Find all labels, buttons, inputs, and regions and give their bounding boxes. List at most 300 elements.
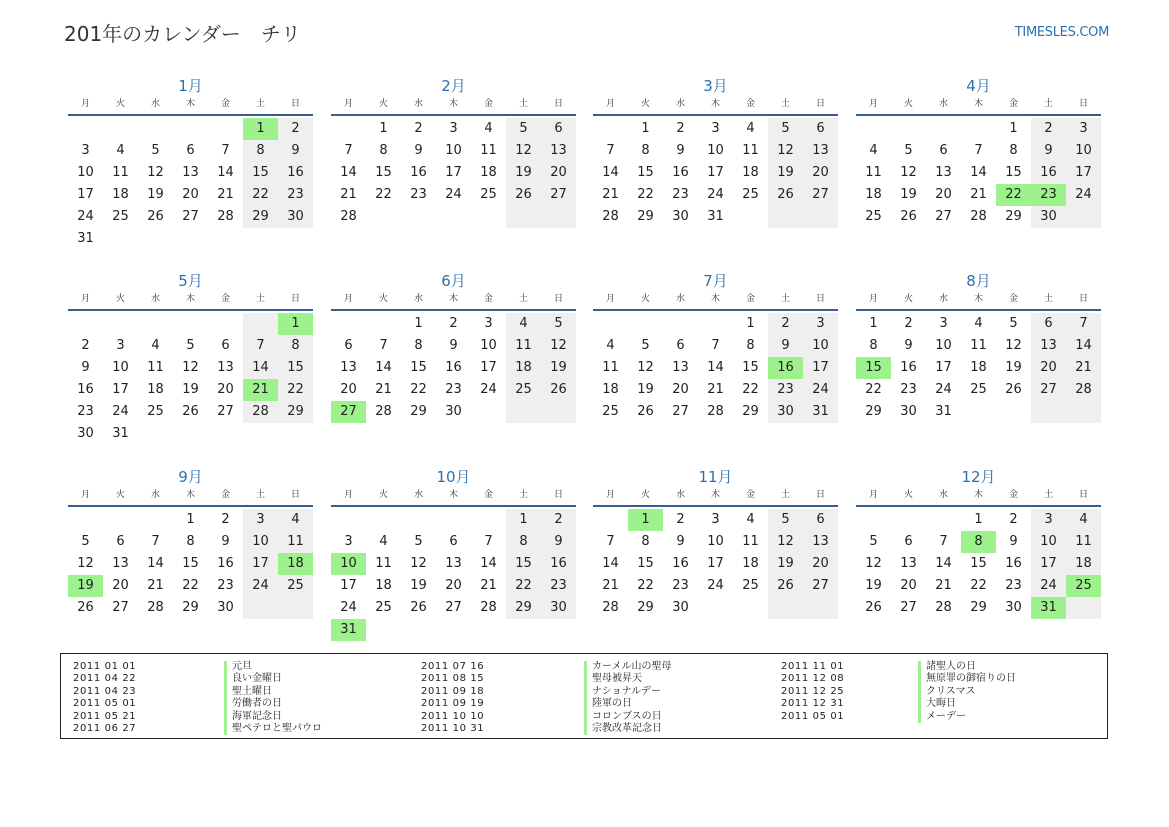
day-cell[interactable]: 23 <box>768 379 803 401</box>
day-cell[interactable]: 21 <box>480 578 497 593</box>
day-cell[interactable]: 12 <box>147 165 164 180</box>
day-cell[interactable]: 15 <box>637 165 654 180</box>
holiday-day-cell[interactable]: 1 <box>628 509 663 531</box>
day-cell[interactable]: 17 <box>445 165 462 180</box>
day-cell[interactable]: 5 <box>768 509 803 531</box>
day-cell[interactable]: 17 <box>803 357 838 379</box>
day-cell[interactable]: 6 <box>221 338 230 353</box>
day-cell[interactable]: 31 <box>803 401 838 423</box>
day-cell[interactable]: 20 <box>672 382 689 397</box>
day-cell[interactable]: 16 <box>672 165 689 180</box>
holiday-day-cell[interactable]: 1 <box>278 313 313 335</box>
day-cell[interactable]: 19 <box>768 162 803 184</box>
day-cell[interactable]: 9 <box>541 531 576 553</box>
day-cell[interactable]: 29 <box>243 206 278 228</box>
day-cell[interactable]: 13 <box>803 140 838 162</box>
day-cell[interactable]: 7 <box>1066 313 1101 335</box>
day-cell[interactable]: 3 <box>711 512 720 527</box>
day-cell[interactable]: 23 <box>541 575 576 597</box>
day-cell[interactable]: 21 <box>602 187 619 202</box>
day-cell[interactable]: 29 <box>278 401 313 423</box>
day-cell[interactable]: 8 <box>379 143 388 158</box>
day-cell[interactable]: 16 <box>278 162 313 184</box>
day-cell[interactable]: 18 <box>865 187 882 202</box>
day-cell[interactable]: 5 <box>869 534 878 549</box>
day-cell[interactable]: 30 <box>217 600 234 615</box>
day-cell[interactable]: 10 <box>707 143 724 158</box>
day-cell[interactable]: 13 <box>900 556 917 571</box>
day-cell[interactable]: 19 <box>1005 360 1022 375</box>
day-cell[interactable]: 7 <box>939 534 948 549</box>
day-cell[interactable]: 8 <box>869 338 878 353</box>
day-cell[interactable]: 13 <box>803 531 838 553</box>
day-cell[interactable]: 11 <box>1066 531 1101 553</box>
day-cell[interactable]: 15 <box>243 162 278 184</box>
day-cell[interactable]: 7 <box>151 534 160 549</box>
day-cell[interactable]: 20 <box>803 553 838 575</box>
day-cell[interactable]: 22 <box>278 379 313 401</box>
day-cell[interactable]: 26 <box>77 600 94 615</box>
day-cell[interactable]: 12 <box>182 360 199 375</box>
day-cell[interactable]: 10 <box>935 338 952 353</box>
day-cell[interactable]: 21 <box>707 382 724 397</box>
day-cell[interactable]: 19 <box>865 578 882 593</box>
holiday-day-cell[interactable]: 21 <box>243 379 278 401</box>
day-cell[interactable]: 30 <box>672 600 689 615</box>
day-cell[interactable]: 11 <box>865 165 882 180</box>
day-cell[interactable]: 10 <box>480 338 497 353</box>
day-cell[interactable]: 12 <box>900 165 917 180</box>
day-cell[interactable]: 15 <box>182 556 199 571</box>
day-cell[interactable]: 19 <box>541 357 576 379</box>
day-cell[interactable]: 13 <box>1031 335 1066 357</box>
day-cell[interactable]: 3 <box>449 121 458 136</box>
day-cell[interactable]: 24 <box>77 209 94 224</box>
day-cell[interactable]: 14 <box>970 165 987 180</box>
day-cell[interactable]: 22 <box>637 578 654 593</box>
day-cell[interactable]: 20 <box>182 187 199 202</box>
day-cell[interactable]: 28 <box>602 209 619 224</box>
day-cell[interactable]: 19 <box>900 187 917 202</box>
day-cell[interactable]: 1 <box>186 512 195 527</box>
day-cell[interactable]: 3 <box>711 121 720 136</box>
day-cell[interactable]: 26 <box>147 209 164 224</box>
day-cell[interactable]: 27 <box>672 404 689 419</box>
day-cell[interactable]: 19 <box>506 162 541 184</box>
day-cell[interactable]: 31 <box>935 404 952 419</box>
day-cell[interactable]: 19 <box>147 187 164 202</box>
day-cell[interactable]: 31 <box>77 231 94 246</box>
day-cell[interactable]: 14 <box>1066 335 1101 357</box>
day-cell[interactable]: 20 <box>112 578 129 593</box>
day-cell[interactable]: 15 <box>637 556 654 571</box>
day-cell[interactable]: 12 <box>637 360 654 375</box>
day-cell[interactable]: 27 <box>541 184 576 206</box>
day-cell[interactable]: 25 <box>278 575 313 597</box>
day-cell[interactable]: 5 <box>414 534 423 549</box>
day-cell[interactable]: 27 <box>900 600 917 615</box>
day-cell[interactable]: 17 <box>480 360 497 375</box>
day-cell[interactable]: 14 <box>480 556 497 571</box>
day-cell[interactable]: 13 <box>672 360 689 375</box>
day-cell[interactable]: 28 <box>147 600 164 615</box>
day-cell[interactable]: 29 <box>182 600 199 615</box>
day-cell[interactable]: 28 <box>602 600 619 615</box>
day-cell[interactable]: 25 <box>506 379 541 401</box>
holiday-day-cell[interactable]: 15 <box>856 357 891 379</box>
day-cell[interactable]: 27 <box>935 209 952 224</box>
day-cell[interactable]: 8 <box>506 531 541 553</box>
day-cell[interactable]: 1 <box>414 316 423 331</box>
day-cell[interactable]: 14 <box>935 556 952 571</box>
day-cell[interactable]: 23 <box>672 578 689 593</box>
day-cell[interactable]: 22 <box>742 382 759 397</box>
day-cell[interactable]: 6 <box>939 143 948 158</box>
day-cell[interactable]: 28 <box>1066 379 1101 401</box>
day-cell[interactable]: 30 <box>900 404 917 419</box>
day-cell[interactable]: 10 <box>243 531 278 553</box>
day-cell[interactable]: 11 <box>112 165 129 180</box>
day-cell[interactable]: 14 <box>602 556 619 571</box>
day-cell[interactable]: 18 <box>742 556 759 571</box>
day-cell[interactable]: 28 <box>217 209 234 224</box>
day-cell[interactable]: 10 <box>1031 531 1066 553</box>
day-cell[interactable]: 25 <box>112 209 129 224</box>
day-cell[interactable]: 23 <box>1005 578 1022 593</box>
holiday-day-cell[interactable]: 27 <box>331 401 366 423</box>
day-cell[interactable]: 2 <box>221 512 230 527</box>
day-cell[interactable]: 29 <box>865 404 882 419</box>
day-cell[interactable]: 16 <box>541 553 576 575</box>
day-cell[interactable]: 17 <box>77 187 94 202</box>
day-cell[interactable]: 30 <box>445 404 462 419</box>
day-cell[interactable]: 20 <box>445 578 462 593</box>
day-cell[interactable]: 29 <box>970 600 987 615</box>
day-cell[interactable]: 7 <box>344 143 353 158</box>
day-cell[interactable]: 9 <box>768 335 803 357</box>
day-cell[interactable]: 22 <box>182 578 199 593</box>
day-cell[interactable]: 3 <box>81 143 90 158</box>
day-cell[interactable]: 30 <box>77 426 94 441</box>
day-cell[interactable]: 30 <box>278 206 313 228</box>
day-cell[interactable]: 5 <box>641 338 650 353</box>
day-cell[interactable]: 4 <box>606 338 615 353</box>
day-cell[interactable]: 20 <box>340 382 357 397</box>
day-cell[interactable]: 22 <box>865 382 882 397</box>
day-cell[interactable]: 7 <box>606 143 615 158</box>
day-cell[interactable]: 18 <box>480 165 497 180</box>
day-cell[interactable]: 6 <box>803 118 838 140</box>
day-cell[interactable]: 13 <box>182 165 199 180</box>
day-cell[interactable]: 16 <box>672 556 689 571</box>
day-cell[interactable]: 7 <box>711 338 720 353</box>
day-cell[interactable]: 9 <box>676 534 685 549</box>
day-cell[interactable]: 20 <box>935 187 952 202</box>
day-cell[interactable]: 18 <box>506 357 541 379</box>
day-cell[interactable]: 17 <box>1031 553 1066 575</box>
day-cell[interactable]: 10 <box>112 360 129 375</box>
day-cell[interactable]: 8 <box>641 143 650 158</box>
day-cell[interactable]: 2 <box>278 118 313 140</box>
day-cell[interactable]: 22 <box>243 184 278 206</box>
day-cell[interactable]: 22 <box>410 382 427 397</box>
day-cell[interactable]: 23 <box>900 382 917 397</box>
day-cell[interactable]: 26 <box>865 600 882 615</box>
day-cell[interactable]: 11 <box>147 360 164 375</box>
day-cell[interactable]: 11 <box>375 556 392 571</box>
day-cell[interactable]: 13 <box>445 556 462 571</box>
day-cell[interactable]: 31 <box>707 209 724 224</box>
day-cell[interactable]: 31 <box>112 426 129 441</box>
day-cell[interactable]: 9 <box>904 338 913 353</box>
day-cell[interactable]: 23 <box>217 578 234 593</box>
day-cell[interactable]: 9 <box>221 534 230 549</box>
day-cell[interactable]: 12 <box>506 140 541 162</box>
holiday-day-cell[interactable]: 22 <box>996 184 1031 206</box>
day-cell[interactable]: 3 <box>243 509 278 531</box>
day-cell[interactable]: 1 <box>641 121 650 136</box>
day-cell[interactable]: 11 <box>742 143 759 158</box>
day-cell[interactable]: 21 <box>147 578 164 593</box>
day-cell[interactable]: 9 <box>81 360 90 375</box>
day-cell[interactable]: 3 <box>939 316 948 331</box>
day-cell[interactable]: 12 <box>768 140 803 162</box>
day-cell[interactable]: 1 <box>869 316 878 331</box>
day-cell[interactable]: 7 <box>243 335 278 357</box>
day-cell[interactable]: 4 <box>151 338 160 353</box>
day-cell[interactable]: 12 <box>541 335 576 357</box>
day-cell[interactable]: 13 <box>112 556 129 571</box>
day-cell[interactable]: 13 <box>935 165 952 180</box>
day-cell[interactable]: 3 <box>344 534 353 549</box>
day-cell[interactable]: 28 <box>970 209 987 224</box>
day-cell[interactable]: 27 <box>182 209 199 224</box>
day-cell[interactable]: 1 <box>379 121 388 136</box>
day-cell[interactable]: 6 <box>541 118 576 140</box>
day-cell[interactable]: 11 <box>970 338 987 353</box>
day-cell[interactable]: 18 <box>602 382 619 397</box>
day-cell[interactable]: 2 <box>81 338 90 353</box>
day-cell[interactable]: 29 <box>637 600 654 615</box>
day-cell[interactable]: 20 <box>541 162 576 184</box>
day-cell[interactable]: 2 <box>1009 512 1018 527</box>
day-cell[interactable]: 4 <box>278 509 313 531</box>
day-cell[interactable]: 1 <box>746 316 755 331</box>
day-cell[interactable]: 3 <box>1031 509 1066 531</box>
day-cell[interactable]: 25 <box>970 382 987 397</box>
day-cell[interactable]: 12 <box>1005 338 1022 353</box>
day-cell[interactable]: 12 <box>410 556 427 571</box>
day-cell[interactable]: 23 <box>445 382 462 397</box>
day-cell[interactable]: 4 <box>746 121 755 136</box>
day-cell[interactable]: 26 <box>637 404 654 419</box>
holiday-day-cell[interactable]: 19 <box>68 575 103 597</box>
day-cell[interactable]: 25 <box>742 578 759 593</box>
day-cell[interactable]: 30 <box>1031 206 1066 228</box>
day-cell[interactable]: 24 <box>707 187 724 202</box>
day-cell[interactable]: 7 <box>221 143 230 158</box>
day-cell[interactable]: 28 <box>340 209 357 224</box>
day-cell[interactable]: 19 <box>410 578 427 593</box>
day-cell[interactable]: 21 <box>1066 357 1101 379</box>
day-cell[interactable]: 28 <box>707 404 724 419</box>
day-cell[interactable]: 27 <box>112 600 129 615</box>
day-cell[interactable]: 21 <box>217 187 234 202</box>
holiday-day-cell[interactable]: 16 <box>768 357 803 379</box>
day-cell[interactable]: 5 <box>151 143 160 158</box>
day-cell[interactable]: 16 <box>900 360 917 375</box>
day-cell[interactable]: 18 <box>1066 553 1101 575</box>
day-cell[interactable]: 10 <box>707 534 724 549</box>
day-cell[interactable]: 17 <box>112 382 129 397</box>
day-cell[interactable]: 14 <box>375 360 392 375</box>
day-cell[interactable]: 5 <box>506 118 541 140</box>
day-cell[interactable]: 7 <box>606 534 615 549</box>
day-cell[interactable]: 2 <box>676 121 685 136</box>
day-cell[interactable]: 4 <box>746 512 755 527</box>
day-cell[interactable]: 26 <box>768 575 803 597</box>
day-cell[interactable]: 25 <box>375 600 392 615</box>
day-cell[interactable]: 19 <box>182 382 199 397</box>
day-cell[interactable]: 8 <box>186 534 195 549</box>
day-cell[interactable]: 2 <box>541 509 576 531</box>
day-cell[interactable]: 3 <box>484 316 493 331</box>
day-cell[interactable]: 15 <box>410 360 427 375</box>
day-cell[interactable]: 24 <box>803 379 838 401</box>
day-cell[interactable]: 4 <box>869 143 878 158</box>
day-cell[interactable]: 27 <box>445 600 462 615</box>
day-cell[interactable]: 4 <box>379 534 388 549</box>
day-cell[interactable]: 5 <box>186 338 195 353</box>
day-cell[interactable]: 18 <box>147 382 164 397</box>
day-cell[interactable]: 5 <box>904 143 913 158</box>
day-cell[interactable]: 29 <box>742 404 759 419</box>
day-cell[interactable]: 28 <box>243 401 278 423</box>
holiday-day-cell[interactable]: 23 <box>1031 184 1066 206</box>
day-cell[interactable]: 5 <box>541 313 576 335</box>
day-cell[interactable]: 24 <box>340 600 357 615</box>
day-cell[interactable]: 18 <box>970 360 987 375</box>
day-cell[interactable]: 14 <box>243 357 278 379</box>
day-cell[interactable]: 5 <box>768 118 803 140</box>
day-cell[interactable]: 11 <box>278 531 313 553</box>
day-cell[interactable]: 1 <box>506 509 541 531</box>
day-cell[interactable]: 26 <box>182 404 199 419</box>
day-cell[interactable]: 27 <box>217 404 234 419</box>
day-cell[interactable]: 24 <box>1031 575 1066 597</box>
holiday-day-cell[interactable]: 8 <box>961 531 996 553</box>
day-cell[interactable]: 11 <box>506 335 541 357</box>
day-cell[interactable]: 27 <box>803 184 838 206</box>
day-cell[interactable]: 23 <box>672 187 689 202</box>
day-cell[interactable]: 10 <box>803 335 838 357</box>
day-cell[interactable]: 17 <box>707 556 724 571</box>
day-cell[interactable]: 29 <box>506 597 541 619</box>
day-cell[interactable]: 6 <box>676 338 685 353</box>
day-cell[interactable]: 21 <box>340 187 357 202</box>
day-cell[interactable]: 26 <box>1005 382 1022 397</box>
day-cell[interactable]: 22 <box>375 187 392 202</box>
day-cell[interactable]: 12 <box>77 556 94 571</box>
day-cell[interactable]: 9 <box>414 143 423 158</box>
day-cell[interactable]: 21 <box>602 578 619 593</box>
day-cell[interactable]: 10 <box>1066 140 1101 162</box>
day-cell[interactable]: 8 <box>243 140 278 162</box>
holiday-day-cell[interactable]: 18 <box>278 553 313 575</box>
day-cell[interactable]: 13 <box>217 360 234 375</box>
day-cell[interactable]: 24 <box>445 187 462 202</box>
day-cell[interactable]: 4 <box>974 316 983 331</box>
day-cell[interactable]: 18 <box>742 165 759 180</box>
day-cell[interactable]: 8 <box>278 335 313 357</box>
day-cell[interactable]: 15 <box>506 553 541 575</box>
day-cell[interactable]: 30 <box>672 209 689 224</box>
day-cell[interactable]: 4 <box>116 143 125 158</box>
day-cell[interactable]: 24 <box>480 382 497 397</box>
day-cell[interactable]: 24 <box>243 575 278 597</box>
day-cell[interactable]: 9 <box>1009 534 1018 549</box>
day-cell[interactable]: 14 <box>340 165 357 180</box>
day-cell[interactable]: 15 <box>970 556 987 571</box>
day-cell[interactable]: 14 <box>147 556 164 571</box>
day-cell[interactable]: 16 <box>217 556 234 571</box>
day-cell[interactable]: 12 <box>768 531 803 553</box>
day-cell[interactable]: 10 <box>445 143 462 158</box>
day-cell[interactable]: 6 <box>449 534 458 549</box>
day-cell[interactable]: 20 <box>803 162 838 184</box>
day-cell[interactable]: 8 <box>746 338 755 353</box>
day-cell[interactable]: 9 <box>449 338 458 353</box>
day-cell[interactable]: 25 <box>865 209 882 224</box>
day-cell[interactable]: 25 <box>742 187 759 202</box>
day-cell[interactable]: 1 <box>1009 121 1018 136</box>
day-cell[interactable]: 13 <box>340 360 357 375</box>
day-cell[interactable]: 17 <box>1066 162 1101 184</box>
day-cell[interactable]: 8 <box>414 338 423 353</box>
day-cell[interactable]: 2 <box>1031 118 1066 140</box>
day-cell[interactable]: 6 <box>116 534 125 549</box>
site-link[interactable]: TIMESLES.COM <box>1014 25 1109 40</box>
day-cell[interactable]: 19 <box>768 553 803 575</box>
holiday-day-cell[interactable]: 31 <box>1031 597 1066 619</box>
day-cell[interactable]: 22 <box>637 187 654 202</box>
day-cell[interactable]: 14 <box>217 165 234 180</box>
day-cell[interactable]: 2 <box>414 121 423 136</box>
day-cell[interactable]: 24 <box>1066 184 1101 206</box>
day-cell[interactable]: 8 <box>641 534 650 549</box>
day-cell[interactable]: 6 <box>186 143 195 158</box>
day-cell[interactable]: 14 <box>707 360 724 375</box>
day-cell[interactable]: 6 <box>1031 313 1066 335</box>
day-cell[interactable]: 15 <box>742 360 759 375</box>
day-cell[interactable]: 7 <box>379 338 388 353</box>
holiday-day-cell[interactable]: 1 <box>243 118 278 140</box>
day-cell[interactable]: 25 <box>602 404 619 419</box>
day-cell[interactable]: 2 <box>768 313 803 335</box>
day-cell[interactable]: 30 <box>1005 600 1022 615</box>
day-cell[interactable]: 22 <box>970 578 987 593</box>
day-cell[interactable]: 16 <box>1005 556 1022 571</box>
day-cell[interactable]: 30 <box>768 401 803 423</box>
day-cell[interactable]: 9 <box>1031 140 1066 162</box>
day-cell[interactable]: 6 <box>344 338 353 353</box>
day-cell[interactable]: 10 <box>77 165 94 180</box>
day-cell[interactable]: 15 <box>375 165 392 180</box>
day-cell[interactable]: 6 <box>904 534 913 549</box>
day-cell[interactable]: 3 <box>116 338 125 353</box>
day-cell[interactable]: 17 <box>707 165 724 180</box>
day-cell[interactable]: 26 <box>410 600 427 615</box>
